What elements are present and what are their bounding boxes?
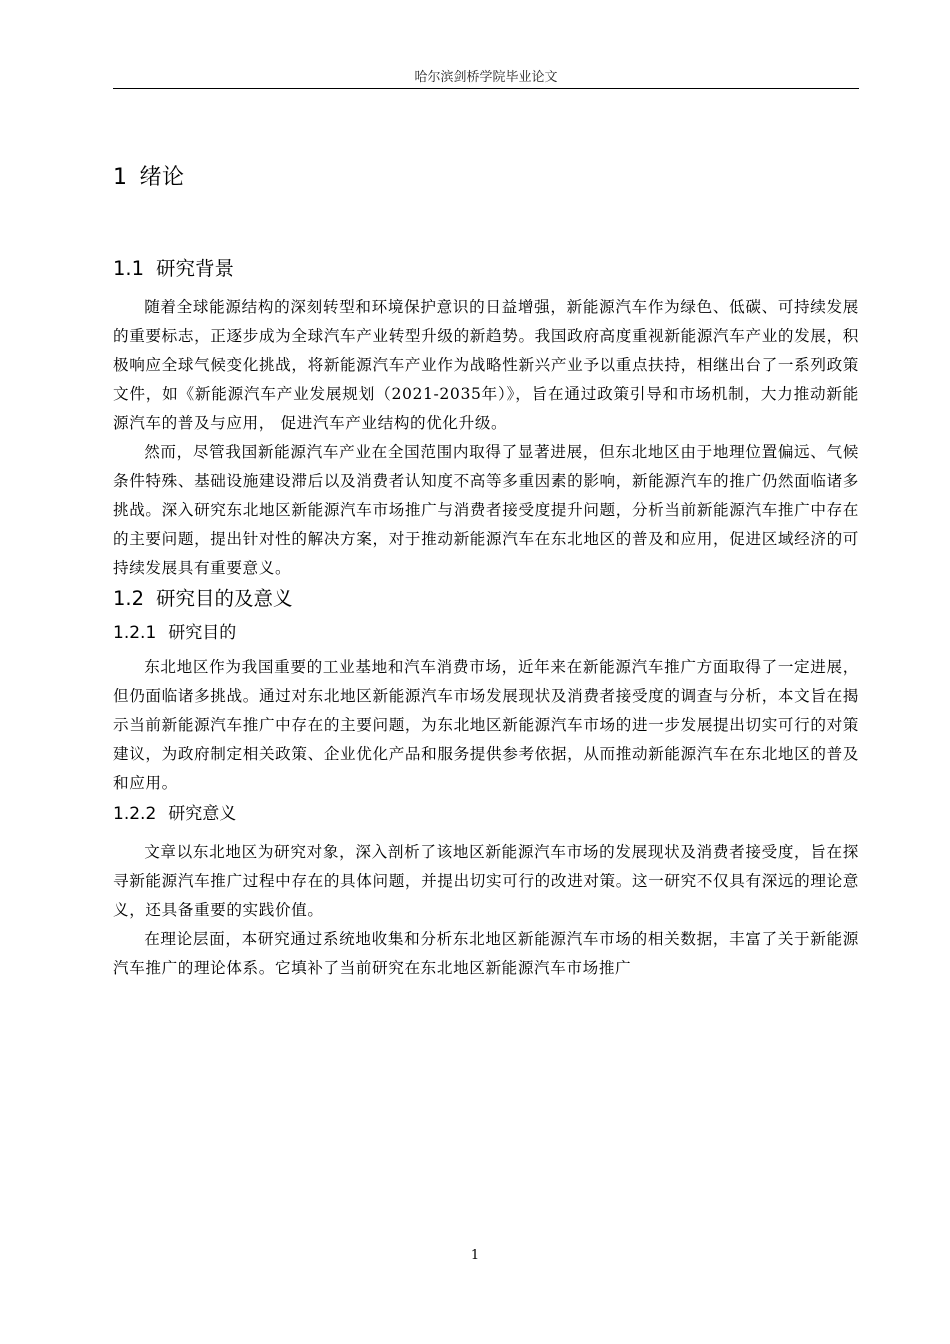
section-number: 1.2 [113, 587, 145, 610]
subsection-number: 1.2.1 [113, 623, 157, 643]
section-heading-purpose-significance [113, 583, 859, 615]
paragraph: 然而，尽管我国新能源汽车产业在全国范围内取得了显著进展，但东北地区由于地理位置偏远、气候条件特殊、基础设施建设滞后以及消费者认知度不高等多重因素的影响，新能源汽车的推广仍然面临诸多挑战。深入研究东北地区新能源汽车市场推广与消费者接受度提升问题，分析当前新能源汽车推广中存在的主要问题，提出针对性的解决方案，对于推动新能源汽车在东北地区的普及和应用，促进区域经济的可持续发展具有重要意义。 [113, 443, 859, 577]
paragraph: 随着全球能源结构的深刻转型和环境保护意识的日益增强，新能源汽车作为绿色、低碳、可持续发展的重要标志，正逐步成为全球汽车产业转型升级的新趋势。我国政府高度重视新能源汽车产业的发展，积极响应全球气候变化挑战，将新能源汽车产业作为战略性新兴产业予以重点扶持，相继出台了一系列政策文件，如《新能源汽车产业发展规划（2021-2035年）》，旨在通过政策引导和市场机制，大力推动新能源汽车的普及与应用， 促进汽车产业结构的优化升级。 [113, 298, 859, 432]
subsection-heading-purpose [113, 619, 859, 647]
section-number: 1.1 [113, 257, 145, 280]
page-body [113, 160, 859, 983]
page-number: 1 [470, 1248, 480, 1263]
paragraph: 在理论层面，本研究通过系统地收集和分析东北地区新能源汽车市场的相关数据，丰富了关于新能源汽车推广的理论体系。它填补了当前研究在东北地区新能源汽车市场推广 [113, 930, 859, 977]
running-header: 哈尔滨剑桥学院毕业论文 [414, 70, 558, 85]
chapter-title: 绪论 [139, 165, 185, 190]
section-title: 研究背景 [156, 257, 235, 280]
chapter-number: 1 [113, 165, 128, 190]
header-rule [113, 88, 859, 89]
paragraph: 东北地区作为我国重要的工业基地和汽车消费市场，近年来在新能源汽车推广方面取得了一定进展，但仍面临诸多挑战。通过对东北地区新能源汽车市场发展现状及消费者接受度的调查与分析，本文旨在揭示当前新能源汽车推广中存在的主要问题，为东北地区新能源汽车市场的进一步发展提出切实可行的对策建议，为政府制定相关政策、企业优化产品和服务提供参考依据，从而推动新能源汽车在东北地区的普及和应用。 [113, 658, 859, 792]
subsection-title: 研究目的 [168, 623, 237, 643]
chapter-heading [113, 160, 859, 191]
subsection-heading-significance [113, 800, 859, 828]
subsection-number: 1.2.2 [113, 804, 157, 824]
paragraph: 文章以东北地区为研究对象，深入剖析了该地区新能源汽车市场的发展现状及消费者接受度，旨在探寻新能源汽车推广过程中存在的具体问题，并提出切实可行的改进对策。这一研究不仅具有深远的理论意义，还具备重要的实践价值。 [113, 843, 859, 919]
subsection-title: 研究意义 [168, 804, 237, 824]
section-title: 研究目的及意义 [156, 587, 293, 610]
section-heading-background [113, 253, 859, 285]
